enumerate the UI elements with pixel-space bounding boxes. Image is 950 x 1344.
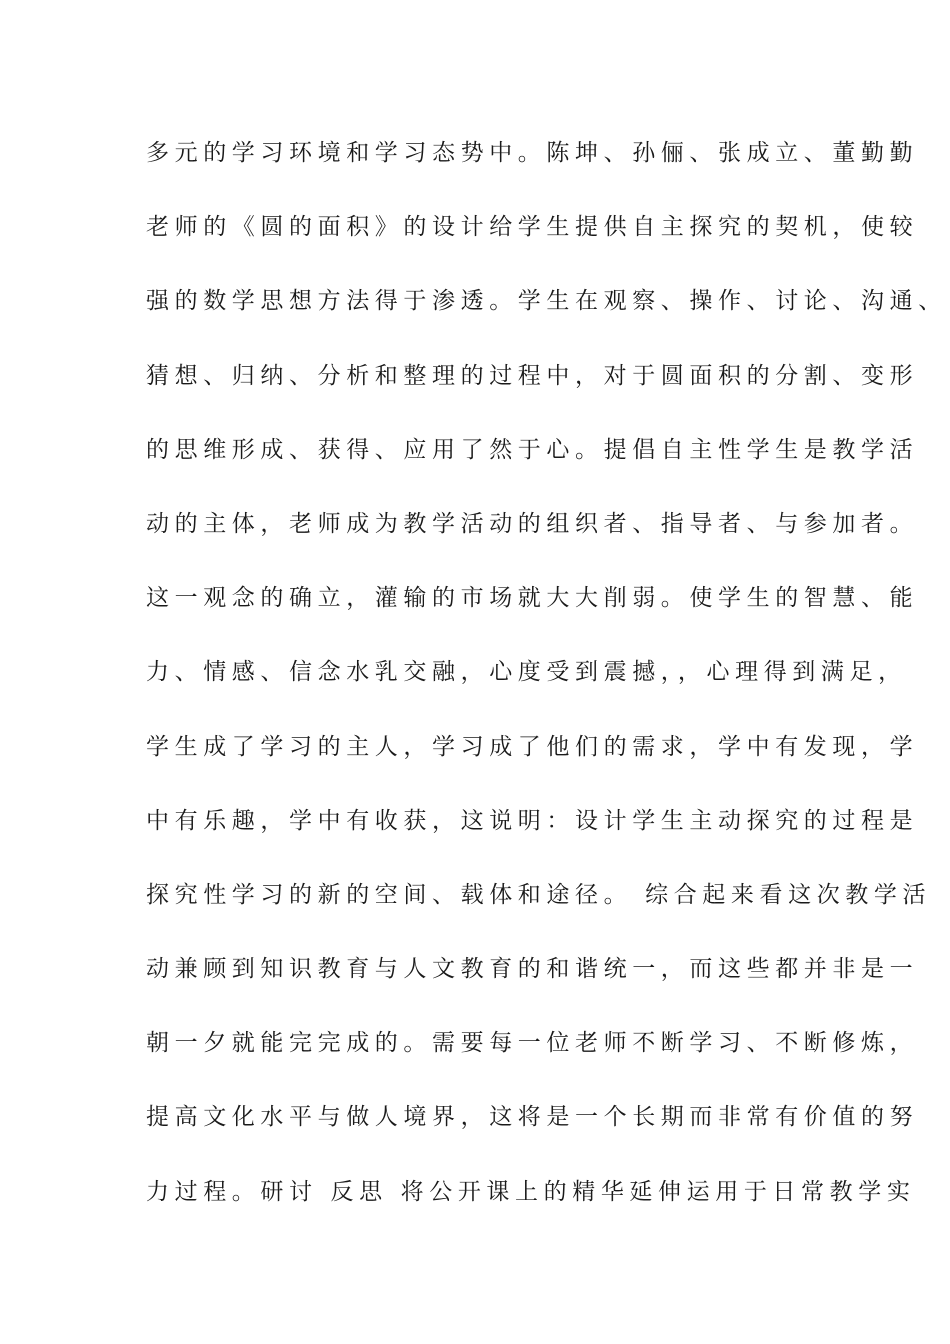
text-line: 探究性学习的新的空间、载体和途径。 综合起来看这次教学活	[146, 881, 932, 908]
text-line: 猜想、归纳、分析和整理的过程中，对于圆面积的分割、变形	[146, 362, 919, 389]
text-line: 中有乐趣，学中有收获，这说明：设计学生主动探究的过程是	[146, 807, 919, 834]
text-line: 的思维形成、获得、应用了然于心。提倡自主性学生是教学活	[146, 436, 919, 463]
text-line: 学生成了学习的主人，学习成了他们的需求，学中有发现，学	[146, 733, 919, 760]
text-line: 动的主体，老师成为教学活动的组织者、指导者、与参加者。	[146, 510, 919, 537]
text-line: 动兼顾到知识教育与人文教育的和谐统一，而这些都并非是一	[146, 956, 919, 983]
text-line: 老师的《圆的面积》的设计给学生提供自主探究的契机，使较	[146, 214, 919, 241]
text-line: 力过程。研讨 反思 将公开课上的精华延伸运用于日常教学实	[146, 1178, 916, 1205]
text-line: 朝一夕就能完完成的。需要每一位老师不断学习、不断修炼，	[146, 1030, 919, 1057]
text-line: 多元的学习环境和学习态势中。陈坤、孙俪、张成立、董勤勤	[146, 140, 919, 166]
text-line: 这一观念的确立，灌输的市场就大大削弱。使学生的智慧、能	[146, 585, 919, 612]
text-line: 强的数学思想方法得于渗透。学生在观察、操作、讨论、沟通、	[146, 288, 947, 315]
text-line: 力、情感、信念水乳交融，心度受到震撼，，心理得到满足，	[146, 659, 907, 686]
text-line: 提高文化水平与做人境界，这将是一个长期而非常有价值的努	[146, 1104, 919, 1131]
body-text	[146, 133, 947, 1246]
